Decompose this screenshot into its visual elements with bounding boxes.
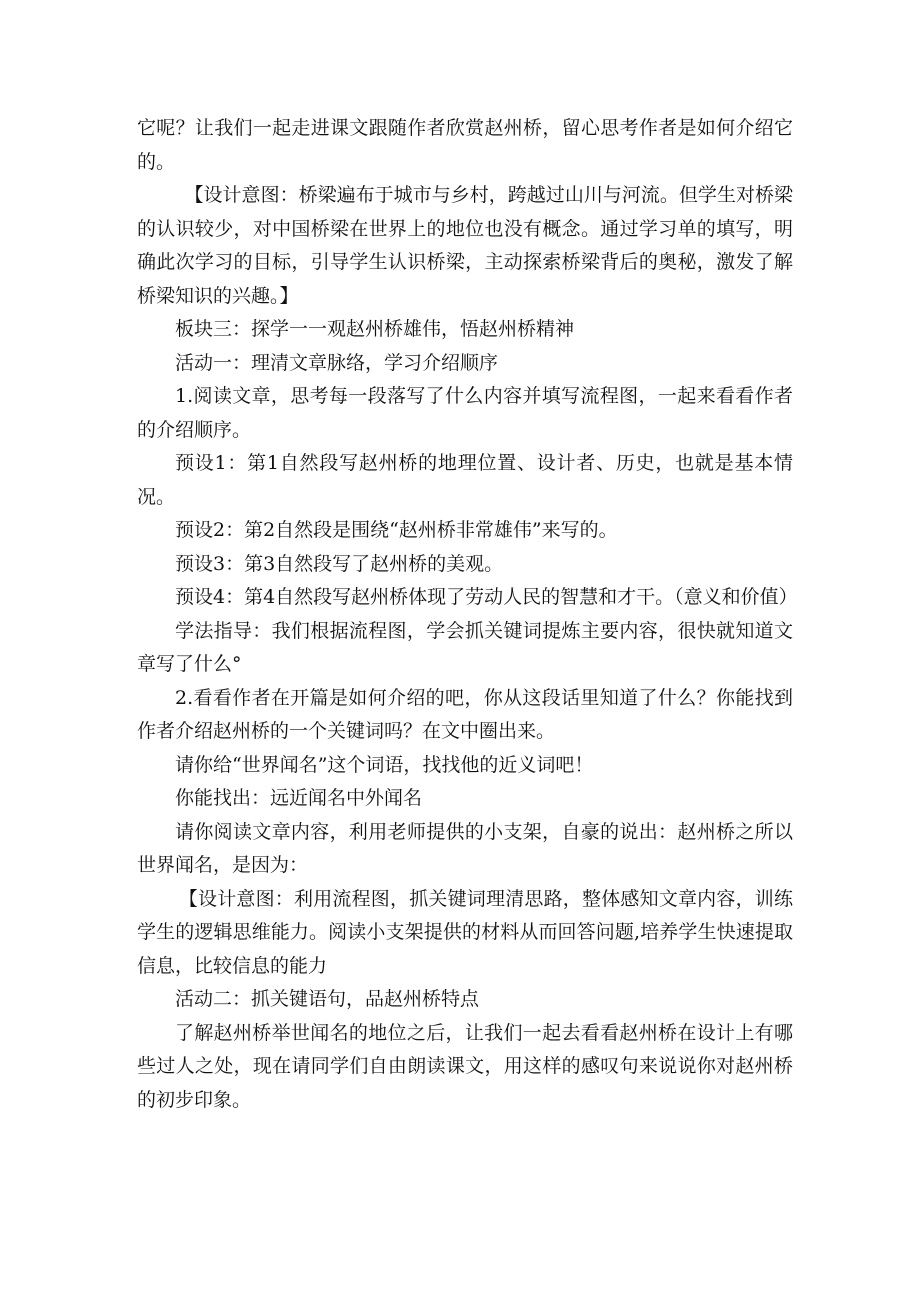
activity-heading-2: 活动二：抓关键语句，品赵州桥特点 (175, 988, 480, 1010)
paragraph-preset-3: 预设3：第3自然段写了赵州桥的美观。 (175, 552, 504, 575)
paragraph-synonym-prompt: 请你给“世界闻名”这个词语，找找他的近义词吧！ (175, 753, 594, 776)
paragraph-design-intent-1: 【设计意图：桥梁遍布于城市与乡村，跨越过山川与河流。但学生对桥梁的认识较少，对中国桥梁在世界上的地位也没有概念。通过学习单的填写，明确此次学习的目标，引导学生认识桥梁，主动探索桥梁背后的奥秘，激发了解桥梁知识的兴趣。】 (137, 184, 793, 307)
document-page (137, 112, 798, 1117)
paragraph-preset-2: 预设2：第2自然段是围绕“赵州桥非常雄伟”来写的。 (175, 519, 618, 541)
paragraph-step-1: 1.阅读文章，思考每一段落写了什么内容并填写流程图，一起来看看作者的介绍顺序。 (137, 385, 793, 441)
paragraph-synonym-answer: 你能找出：远近闻名中外闻名 (175, 787, 423, 809)
paragraph-method-guide: 学法指导：我们根据流程图，学会抓关键词提炼主要内容，很快就知道文章写了什么° (137, 619, 793, 675)
paragraph-scaffold-prompt: 请你阅读文章内容，利用老师提供的小支架，自豪的说出：赵州桥之所以世界闻名，是因为： (137, 820, 793, 876)
paragraph-activity-2-intro: 了解赵州桥举世闻名的地位之后，让我们一起去看看赵州桥在设计上有哪些过人之处，现在请同学们自由朗读课文，用这样的感叹句来说说你对赵州桥的初步印象。 (137, 1021, 793, 1111)
paragraph-design-intent-2: 【设计意图：利用流程图，抓关键词理清思路，整体感知文章内容，训练学生的逻辑思维能力。阅读小支架提供的材料从而回答问题,培养学生快速提取信息，比较信息的能力 (137, 887, 793, 977)
paragraph-preset-4: 预设4：第4自然段写赵州桥体现了劳动人民的智慧和才干。（意义和价值） (175, 586, 798, 608)
section-heading-block-3: 板块三：探学一一观赵州桥雄伟，悟赵州桥精神 (175, 318, 575, 340)
paragraph-intro-continuation: 它呢？让我们一起走进课文跟随作者欣赏赵州桥，留心思考作者是如何介绍它的。 (137, 117, 793, 173)
activity-heading-1: 活动一：理清文章脉络，学习介绍顺序 (175, 351, 499, 374)
paragraph-step-2: 2.看看作者在开篇是如何介绍的吧，你从这段话里知道了什么？你能找到作者介绍赵州桥的一个关键词吗？在文中圈出来。 (137, 686, 793, 742)
paragraph-preset-1: 预设1：第1自然段写赵州桥的地理位置、设计者、历史，也就是基本情况。 (137, 452, 793, 508)
